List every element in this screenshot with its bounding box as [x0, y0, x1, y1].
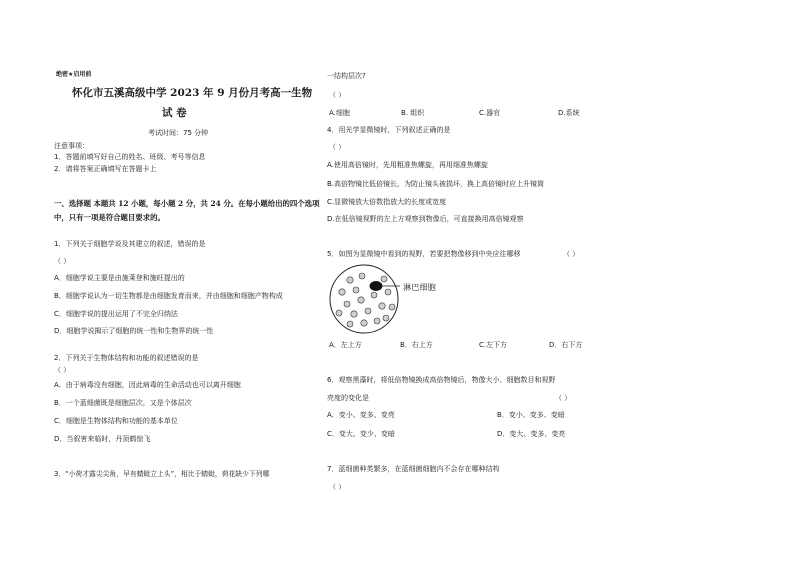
option: C．细胞是生物体结构和功能的基本单位 — [54, 417, 178, 425]
option: D．变大、变多、变亮 — [497, 430, 566, 438]
option: A．变小、变多、变亮 — [327, 411, 395, 419]
option: A.细胞 — [329, 109, 350, 117]
answer-blank: （ ） — [329, 483, 346, 491]
question-stem-cont: 一结构层次? — [327, 72, 366, 80]
option: B．变小、变多、变暗 — [497, 411, 565, 419]
microscope-field-figure — [328, 262, 478, 338]
answer-blank: （ ） — [555, 394, 572, 402]
secret-label: 绝密★启用前 — [56, 71, 92, 78]
exam-title: 怀化市五溪高级中学 2023 年 9 月份月考高一生物 — [72, 87, 313, 99]
option: C．变大、变少、变暗 — [327, 430, 395, 438]
option: B.高倍物镜比低倍镜长，为防止镜头被损坏，换上高倍镜时应上升镜筒 — [327, 180, 545, 188]
figure-label: 淋巴细胞 — [403, 282, 436, 292]
option: B．右上方 — [400, 341, 433, 349]
question-stem: 6．观察黑藻时，将低倍物镜换成高倍物镜后，物像大小、细胞数目和视野 — [327, 376, 556, 384]
option: D.在低倍镜视野的左上方观察到物像后，可直接换用高倍镜观察 — [327, 215, 524, 223]
question-stem: 5．如图为显微镜中看到的视野，若要把物像移到中央应往哪移 — [327, 250, 521, 258]
option: C.器官 — [479, 109, 501, 117]
answer-blank: （ ） — [54, 257, 71, 265]
question-stem: 7．蓝细菌种类繁多，在蓝细菌细胞内不会存在哪种结构 — [327, 465, 500, 473]
option: C.左下方 — [479, 341, 508, 349]
option: C．细胞学说的提出运用了不完全归纳法 — [54, 310, 178, 318]
option: B．细胞学说认为一切生物都是由细胞发育而来，并由细胞和细胞产物构成 — [54, 292, 283, 300]
notice-item: 2．请将答案正确填写在答题卡上 — [54, 165, 157, 173]
question-stem: 2．下列关于生物体结构和功能的叙述错误的是 — [54, 354, 199, 362]
question-stem: 3．“小荷才露尖尖角，早有蜻蜓立上头”，相比于蜻蜓，荷花缺少下列哪 — [54, 470, 270, 478]
option: D．右下方 — [549, 341, 583, 349]
option: A.使用高倍镜时，先用粗准焦螺旋，再用细准焦螺旋 — [327, 161, 488, 169]
notice-item: 1．答题前填写好自己的姓名、班级、考号等信息 — [54, 153, 206, 161]
option: C.显微镜放大倍数指放大的长度或宽度 — [327, 198, 447, 206]
option: D．细胞学说揭示了细胞的统一性和生物界的统一性 — [54, 327, 214, 335]
option: B. 组织 — [401, 109, 425, 117]
option: B．一个蓝细菌既是细胞层次，又是个体层次 — [54, 399, 192, 407]
question-stem-cont: 亮度的变化是 — [327, 394, 369, 402]
answer-blank: （ ） — [563, 250, 580, 258]
question-stem: 4．用光学显微镜时，下列叙述正确的是 — [327, 126, 451, 134]
answer-blank: （ ） — [329, 143, 346, 151]
option: A．细胞学说主要是由施莱登和施旺提出的 — [54, 274, 185, 282]
answer-blank: （ ） — [54, 366, 71, 374]
exam-title-sub: 试 卷 — [162, 107, 187, 119]
option: A．由于病毒没有细胞，因此病毒的生命活动也可以离开细胞 — [54, 381, 241, 389]
option: D.系统 — [558, 109, 580, 117]
section-heading: 一、选择题 本题共 12 小题，每小题 2 分，共 24 分。在每小题给出的四个选项中，只有一项是符合题目要求的。 — [54, 199, 320, 222]
notice-heading: 注意事项： — [54, 142, 89, 150]
option: A．左上方 — [329, 341, 362, 349]
lymphocyte-cell — [370, 281, 383, 291]
answer-blank: （ ） — [329, 91, 346, 99]
question-stem: 1．下列关于细胞学说及其建立的叙述，错误的是 — [54, 240, 206, 248]
cell-group — [336, 273, 395, 327]
option: D．当叙害来临时，丹顶鹤惊飞 — [54, 435, 151, 443]
exam-time: 考试时间：75 分钟 — [148, 129, 209, 137]
